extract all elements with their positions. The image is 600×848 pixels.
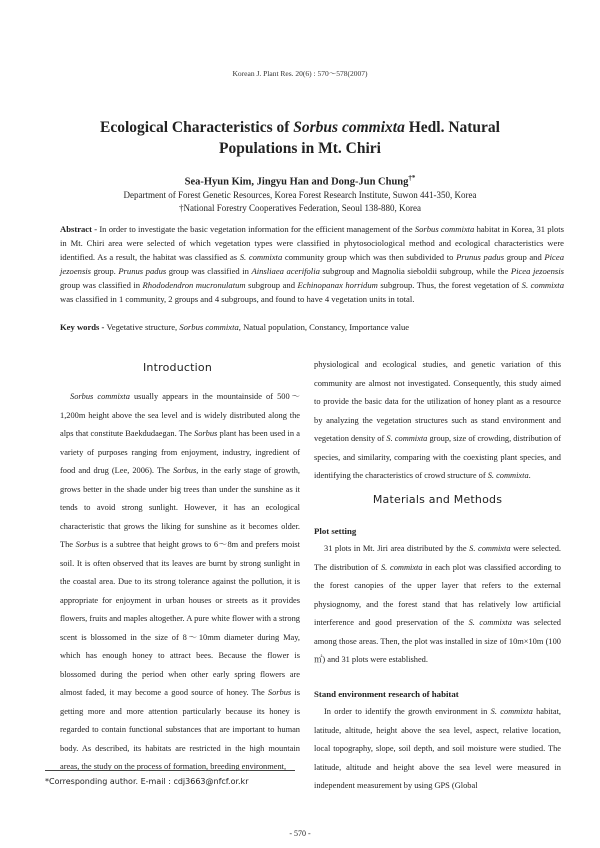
species-name: S. commixta xyxy=(521,280,564,290)
affiliation-primary: Department of Forest Genetic Resources, Korea Forest Research Institute, Suwon 441-350, Korea xyxy=(123,190,477,200)
author-list xyxy=(60,174,540,188)
methods-heading: Materials and Methods xyxy=(372,493,503,506)
abstract-text: subgroup and Magnolia sieboldii subgroup, while the xyxy=(319,266,511,276)
journal-citation: Korean J. Plant Res. 20(6) : 570～578(2007) xyxy=(232,69,368,78)
species-name: S. commixta xyxy=(487,471,529,480)
body-text: was selected among those areas. Then, the plot was installed in size of 10m×10m (100㎡) and 31 plots were established. xyxy=(314,618,561,664)
body-text: usually appears in the mountainside of 500～1,200m height above the sea level and is widely distributed along the alps that constitute Baekdudaegan. The xyxy=(60,392,300,438)
species-name: S. commixta xyxy=(386,434,428,443)
abstract-text: group and xyxy=(504,252,545,262)
title-part: Populations in Mt. Chiri xyxy=(219,140,381,157)
species-name: Sorbus commixta xyxy=(70,392,130,401)
stand-environment-body xyxy=(314,703,561,796)
abstract-text: subgroup. Thus, the forest vegetation of xyxy=(377,280,522,290)
stand-environment-heading: Stand environment research of habitat xyxy=(314,689,459,699)
body-text: In order to identify the growth environment in xyxy=(324,707,491,716)
body-text: physiological and ecological studies, and genetic variation of this community are almost not investigated. Consequently, this study aimed to provide the basic data for the utilization of honey plant as a resource by analyzing the vegetation structures such as stand environment and vegetation density of xyxy=(314,360,561,443)
corresponding-author-footnote: *Corresponding author. E-mail : cdj3663@nfcf.or.kr xyxy=(45,777,249,786)
author-marks: †* xyxy=(408,174,416,182)
keywords xyxy=(60,320,564,334)
species-name: Picea jezoensis xyxy=(510,266,564,276)
title-species: Sorbus commixta xyxy=(293,119,405,136)
paragraph xyxy=(60,388,300,777)
author-names: Sea-Hyun Kim, Jingyu Han and Dong-Jun Chung xyxy=(184,176,409,188)
species-name: S. commixta xyxy=(380,562,423,572)
introduction-heading: Introduction xyxy=(142,361,212,374)
abstract-text: subgroup and xyxy=(245,280,298,290)
species-name: Sorbus xyxy=(172,466,197,475)
abstract-text: group. xyxy=(91,266,119,276)
body-text: were selected. The distribution of xyxy=(314,544,561,572)
keywords-text: , Natual population, Constancy, Importance value xyxy=(238,322,410,332)
abstract-text: habitat in Korea, 31 plots in Mt. Chiri area were selected of which vegetation types were classified in phytosociological method and ecological characteristics were identified. As a result, the habitat was classified as xyxy=(60,224,565,262)
species-name: S. commixta xyxy=(490,707,533,716)
body-text: is a subtree that height grows to 6～8m and prefers moist soil. It is often observed that its leaves are burnt by strong sunlight in the coastal area. Due to its strong tolerance against the pollution, it is appropriate for enjoyment in urban houses or streets as it provides flowers, fruits and maples altogether. A pure white flower with a strong scent is blossomed in the size of 8～10mm diameter during May, which has enough honey to attract bees. Because the flower is blossomed during the period when other early spring flowers are almost faded, it may become a good source of honey. The xyxy=(60,540,301,697)
species-name: Echinopanax horridum xyxy=(297,280,378,290)
body-text: , in the early stage of growth, grows better in the shade under big trees than under the sunshine as it tends to avoid strong sunlight. However, it has an ecological characteristic that grows the liking for sunshine as it becomes older. The xyxy=(60,466,300,549)
footnote-divider xyxy=(45,770,295,771)
abstract-text: was classified in 1 community, 2 groups and 4 subgroups, and found to have 4 vegetation units in total. xyxy=(60,294,415,304)
title-part: Hedl. Natural xyxy=(404,119,500,136)
species-name: Sorbus xyxy=(267,688,292,697)
introduction-continued xyxy=(314,356,561,486)
keywords-text: Vegetative structure, xyxy=(106,322,180,332)
introduction-body xyxy=(60,388,300,777)
species-name: Picea jezoensis xyxy=(60,252,564,276)
paragraph xyxy=(314,356,561,486)
abstract-text: group was classified in xyxy=(60,280,143,290)
body-text: habitat, latitude, altitude, height above the sea level, aspect, relative location, local topography, slope, soil depth, and soil moisture were studied. The latitude, altitude and height above the sea level were measured in independent measurement by using GPS (Global xyxy=(314,707,562,790)
affiliation-secondary: †National Forestry Cooperatives Federation, Seoul 138-880, Korea xyxy=(179,203,421,213)
plot-setting-heading: Plot setting xyxy=(314,526,357,536)
species-name: Prunus padus xyxy=(118,266,167,276)
body-text: . xyxy=(528,471,531,480)
body-text: is getting more and more attention particularly because its honey is regarded to contain functional substances that are important to human body. As described, its habitats are restricted in the high mountain areas, the study on the process of formation, breeding environment, xyxy=(60,688,300,771)
species-name: Prunus padus xyxy=(456,252,505,262)
keywords-label: Key words - xyxy=(60,322,107,332)
species-name: S. commixta xyxy=(468,618,512,627)
species-name: Sorbus commixta xyxy=(179,322,239,332)
species-name: Rhododendron mucronulatum xyxy=(142,280,246,290)
abstract xyxy=(60,222,564,306)
body-text: 31 plots in Mt. Jiri area distributed by the xyxy=(324,544,470,553)
body-text: in each plot was classified according to the forest canopies of the upper layer that refers to the external physiognomy, and the forest stand that has relatively low artificial interference and good preservation of the xyxy=(314,562,561,627)
paragraph xyxy=(314,703,561,796)
abstract-label: Abstract - xyxy=(60,224,100,234)
plot-setting-body xyxy=(314,540,561,670)
paper-title xyxy=(60,117,540,159)
body-text: group, size of crowding, distribution of species, and similarity, comparing with the coexisting plant species, and identifying the characteristics of crowd structure of xyxy=(314,434,562,480)
paragraph xyxy=(314,540,561,670)
species-name: Sorbus xyxy=(75,540,99,549)
species-name: S. commixta xyxy=(239,252,283,262)
abstract-text: group was classified in xyxy=(166,266,252,276)
species-name: Sorbus commixta xyxy=(414,224,475,234)
body-text: plant has been used in a variety of purposes ranging from enjoyment, industry, ingredient of food and drug (Lee, 2006). The xyxy=(60,429,300,475)
page-number: - 570 - xyxy=(289,829,311,838)
abstract-text: In order to investigate the basic vegetation information for the efficient management of the xyxy=(99,224,415,234)
title-part: Ecological Characteristics of xyxy=(100,119,294,136)
species-name: Ainsliaea acerifolia xyxy=(251,266,320,276)
abstract-text: community group which was then subdivided to xyxy=(282,252,457,262)
species-name: S. commixta xyxy=(469,544,511,553)
species-name: Sorbus xyxy=(194,429,218,438)
